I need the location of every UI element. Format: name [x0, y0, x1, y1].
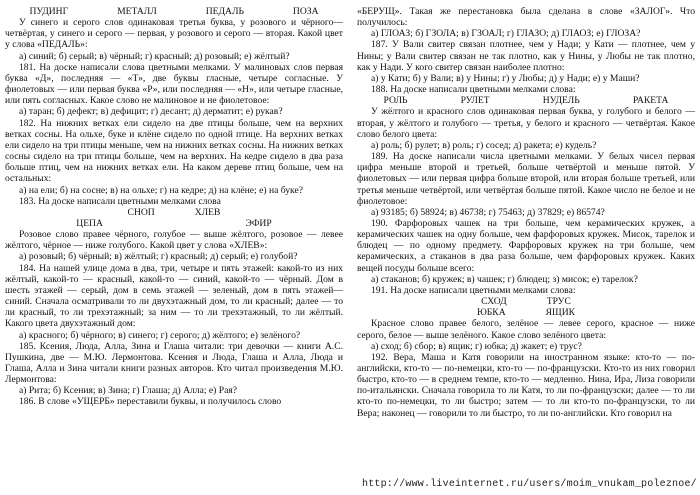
right-page — [357, 6, 695, 419]
word-grid-row-1 — [5, 207, 343, 218]
answer-options: а) у Кати; б) у Вали; в) у Нины; г) у Любы; д) у Нади; е) у Маши? — [371, 72, 640, 84]
problem-191: 191. На доске написали цветными мелками слова: — [371, 284, 576, 296]
word-row-188 — [357, 95, 695, 106]
paragraph: У синего и серого слов одинаковая третья буква, у розового и чёрного— четвёртая, у синего и серого — первая, у розового и серого — вторая. Какой цвет у слова «ПЕДАЛЬ»: — [5, 17, 343, 51]
word: ЮБКА — [476, 307, 506, 319]
word: ЯЩИК — [545, 307, 576, 319]
problem-182: 182. На нижних ветках ели сидело на две птицы больше, чем на верхних ветках сосны. На ольхе, буке и клёне сидело по одной птице. На верхних ветках ели сидело на три птицы меньше, чем на нижних ветках сосны. На нижних ветках сосны сидело на три птицы больше, чем на верхних. На кедре сидело в два раза больше птиц, чем на нижних ветках ели. На каком дереве птиц больше, чем на остальных: — [5, 117, 343, 185]
problem-190: 190. Фарфоровых чашек на три больше, чем керамических кружек, а керамических чашек на одну больше, чем фарфоровых кружек. Мисок, тарелок и блюдец — по одному предмету. Фарфоровых кружек на три больше, чем керамических, а стаканов в два раза больше, чем фарфоровых кружек. Каких вещей посуды больше всего: — [357, 217, 695, 274]
word-grid-row-2 — [357, 307, 695, 318]
word: МЕТАЛЛ — [117, 6, 157, 17]
paragraph: У жёлтого и красного слов одинаковая первая буква, у голубого и белого — вторая, у жёлтого и голубого — третья, у белого и красного — четвёртая. Какое слово белого цвета: — [357, 106, 695, 140]
left-page — [5, 6, 343, 408]
word: РОЛЬ — [383, 95, 408, 107]
answer-options: а) таран; б) дефект; в) дефицит; г) десант; д) дерматит; е) рукав? — [19, 106, 283, 118]
watermark-url: http://www.liveinternet.ru/users/moim_vnukam_poleznoe/ — [362, 479, 697, 490]
problem-184: 184. На нашей улице дома в два, три, четыре и пять этажей: какой-то из них жёлтый, какой-то — красный, какой-то — синий, какой-то — чёрный. Дом в шесть этажей — серый, дом в семь этажей — зеленый, дом в пять этажей— синий. Сначала осматривали то ли двухэтажный дом, то ли красный; далее — то ли красный, то ли трехэтажный; за ним — то ли трехэтажный, то ли жёлтый. Какого цвета двухэтажный дом: — [5, 262, 343, 330]
problem-189: 189. На доске написали числа цветными мелками. У белых чисел первая цифра меньше второй и третьей, больше четвёртой и меньше пятой. У фиолетовых — или первая цифра больше второй, или вторая больше третьей, или третья меньше четвёртой, или четвёртая больше пятой. Какое число не белое и не фиолетовое: — [357, 151, 695, 207]
word: РАКЕТА — [632, 95, 669, 107]
paragraph: Красное слово правее белого, зелёное — левее серого, красное — ниже серого, белое — выше зелёного. Какое слово зелёного цвета: — [357, 318, 695, 341]
problem-188: 188. На доске написали цветными мелками слова: — [371, 84, 576, 96]
answer-options: а) красного; б) чёрного; в) синего; г) серого; д) жёлтого; е) зелёного? — [19, 329, 301, 341]
word: ХЛЕВ — [194, 206, 221, 218]
paragraph: Розовое слово правее чёрного, голубое — выше жёлтого, розовое — левее жёлтого, чёрное — ниже голубого. Какой цвет у слова «ХЛЕВ»: — [5, 229, 343, 252]
word: ЭФИР — [245, 217, 272, 229]
answer-options: а) розовый; б) чёрный; в) жёлтый; г) красный; д) серый; е) голубой? — [19, 251, 298, 263]
answer-options: а) на ели; б) на сосне; в) на ольхе; г) на кедре; д) на клёне; е) на буке? — [19, 184, 303, 196]
word-row-puding — [5, 6, 343, 17]
word: ПОЗА — [292, 6, 319, 17]
problem-183: 183. На доске написали цветными мелками слова — [19, 195, 221, 207]
problem-181: 181. На доске написали слова цветными мелками. У малиновых слов первая буква «Д», последняя — «Т», две буквы гласные, четыре согласные. У фиолетовых — или первая буква «Р», или последняя — «Н», или четыре гласные, или пять согласных. Какое слово не малиновое и не фиолетовое: — [5, 61, 343, 107]
answer-options: а) 93185; б) 58924; в) 46738; г) 75463; д) 37829; е) 86574? — [371, 206, 605, 218]
word: ПЕДАЛЬ — [205, 6, 244, 17]
word: СХОД — [481, 296, 507, 308]
answer-options: а) сход; б) сбор; в) ящик; г) юбка; д) жакет; е) трус? — [371, 340, 582, 352]
problem-186: 186. В слове «УЩЕРБ» переставили буквы, и получилось слово — [19, 396, 282, 408]
problem-185: 185. Ксения, Люда, Алла, Зина и Глаша читали: три девочки — книги А.С. Пушкина, две — М.Ю. Лермонтова. Ксения и Люда, Глаша и Алла, Люда и Глаша, Алла и Зина читали книги разных авторов. Кто читал произведения М.Ю. Лермонтова: — [5, 340, 343, 386]
word-grid-row-2 — [5, 218, 343, 229]
word: РУЛЕТ — [460, 95, 490, 107]
answer-options: а) Рита; б) Ксения; в) Зина; г) Глаша; д) Алла; е) Рая? — [19, 385, 238, 397]
answer-options: а) стаканов; б) кружек; в) чашек; г) блюдец; з) мисок; е) тарелок? — [371, 273, 638, 285]
word: НУДЕЛЬ — [542, 95, 580, 107]
answer-options: а) синий; б) серый; в) чёрный; г) красный; д) розовый; е) жёлтый? — [19, 50, 290, 62]
word: ПУДИНГ — [29, 6, 69, 17]
answer-options: а) роль; б) рулет; в) роль; г) сосед; д) ракета; е) кудель? — [371, 139, 597, 151]
problem-192: 192. Вера, Маша и Катя говорили на иностранном языке: кто-то — по-английски, кто-то — по-немецки, кто-то — по-французски. Кто-то из них говорил быстро, кто-то — в среднем темпе, кто-то — медленно. Нина, Ира, Лиза говорили по-итальянски. Сначала говорила то ли Катя, то ли по-французски; далее — то ли кто-то по-немецки, то ли быстро; затем — то ли кто-то по-французски, то ли Вера; наконец — говорили то ли быстро, то ли по-английски. Кто говорил на — [357, 351, 695, 419]
problem-187: 187. У Вали свитер связан плотнее, чем у Нади; у Кати — плотнее, чем у Нины; у Вали свитер связан не так плотно, как у Нины, у Любы не так плотно, как у Нади. У кого свитер связан наиболее плотно: — [357, 39, 695, 73]
paragraph: «БЕРУЩ». Такая же перестановка была сделана в слове «ЗАЛОГ». Что получилось: — [357, 6, 695, 29]
answer-options: а) ГЛОАЗ; б) ГЗОЛА; в) ГЗОАЛ; г) ГЛАЗО; д) ГЛАОЗ; е) ГЛОЗА? — [371, 28, 641, 40]
word: ТРУС — [546, 296, 571, 308]
word: СНОП — [127, 206, 155, 218]
word-grid-row-1 — [357, 296, 695, 307]
word: ЦЕПА — [76, 217, 103, 229]
